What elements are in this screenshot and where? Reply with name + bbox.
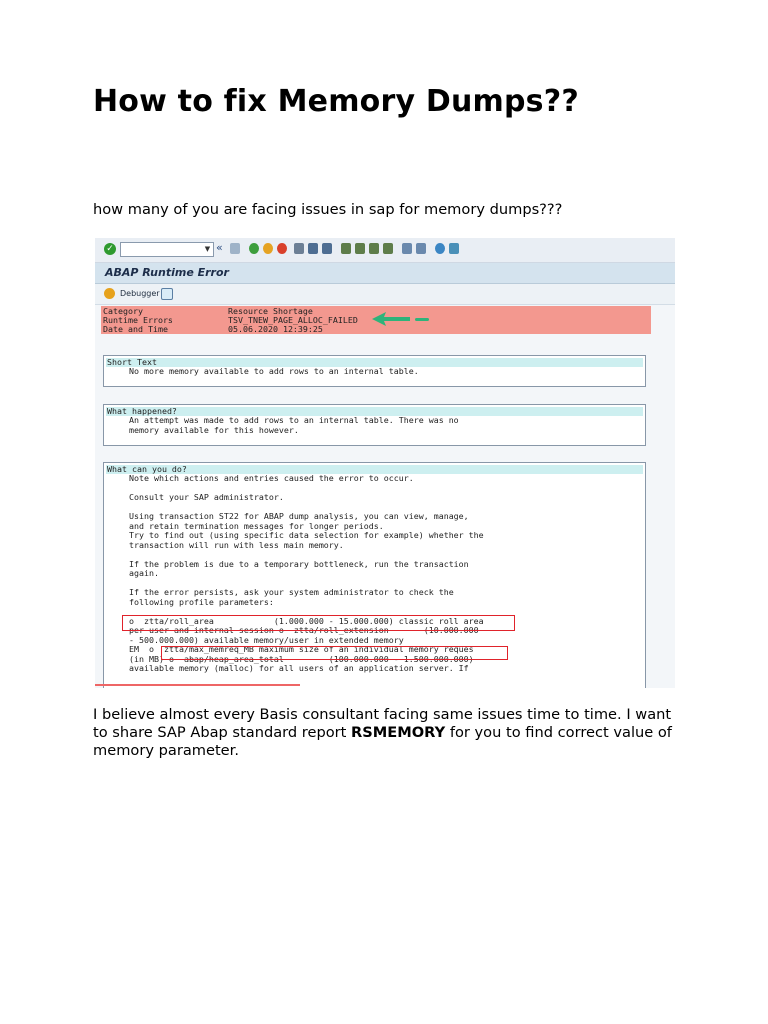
dump-text-line: Try to find out (using specific data selection for example) whether the [129, 530, 484, 540]
red-underline [95, 684, 300, 686]
dump-text-line: - 500.000.000) available memory/user in extended memory [129, 634, 404, 645]
header-row-value: Resource Shortage [228, 306, 313, 316]
command-field-dropdown-icon[interactable]: ▼ [204, 245, 211, 253]
debugger-button[interactable]: Debugger [120, 289, 160, 298]
dump-text-line: If the problem is due to a temporary bottleneck, run the transaction [129, 558, 469, 569]
dump-text-line: again. [129, 568, 159, 578]
debugger-icon[interactable] [104, 288, 115, 299]
what-happened-box [103, 404, 646, 446]
print-icon[interactable] [294, 243, 304, 254]
find-next-icon[interactable] [322, 243, 332, 254]
dump-text-line: following profile parameters: [129, 596, 274, 607]
box-heading-label: Short Text [107, 357, 157, 367]
dump-text-line: Consult your SAP administrator. [129, 492, 284, 502]
header-row-value: TSV_TNEW_PAGE_ALLOC_FAILED [228, 315, 358, 325]
next-page-icon[interactable] [369, 243, 379, 254]
short-text-box [103, 355, 646, 387]
help-icon[interactable] [435, 243, 445, 254]
header-row-label: Runtime Errors [103, 315, 173, 325]
first-page-icon[interactable] [341, 243, 351, 254]
dump-text-line: An attempt was made to add rows to an internal table. There was no [129, 415, 459, 425]
intro-paragraph: how many of you are facing issues in sap for memory dumps??? [93, 201, 563, 218]
application-toolbar [95, 284, 675, 305]
refresh-icon[interactable] [161, 288, 173, 300]
command-field[interactable] [120, 242, 214, 257]
closing-text-end: for you to find correct value of memory parameter. [93, 724, 672, 759]
header-row-label: Category [103, 306, 143, 316]
box-heading-label: What happened? [107, 406, 177, 416]
dump-text-line: o ztta/roll_area (1.000.000 - 15.000.000) classic roll area [129, 615, 484, 626]
dump-text-line: No more memory available to add rows to an internal table. [129, 366, 419, 376]
back-arrow-icon[interactable]: « [216, 241, 223, 254]
header-row-value: 05.06.2020 12:39:25 [228, 324, 323, 334]
enter-check-icon[interactable]: ✓ [104, 243, 116, 255]
dump-text-line: available memory (malloc) for all users of an application server. If [129, 663, 469, 673]
report-name: RSMEMORY [351, 724, 446, 741]
dump-text-line: per user and internal session o ztta/roll_extension (10.000.000 [129, 625, 479, 635]
sap-system-toolbar [95, 238, 675, 263]
dump-text-line: Note which actions and entries caused the error to occur. [129, 473, 414, 483]
new-session-icon[interactable] [402, 243, 412, 254]
dump-text-line: If the error persists, ask your system administrator to check the [129, 587, 454, 597]
sap-runtime-error-screenshot [95, 238, 675, 688]
dump-text-line: and retain termination messages for longer periods. [129, 520, 384, 531]
previous-page-icon[interactable] [355, 243, 365, 254]
exit-icon[interactable] [263, 243, 273, 254]
dump-text-line: Using transaction ST22 for ABAP dump analysis, you can view, manage, [129, 511, 469, 521]
dump-text-line: EM o ztta/max_memreq_MB maximum size of an individual memory reques [129, 644, 474, 654]
dump-text-line: (in MB) o abap/heap_area_total (100.000.000 - 1.500.000.000) [129, 653, 474, 664]
last-page-icon[interactable] [383, 243, 393, 254]
dump-text-line: memory available for this however. [129, 424, 299, 435]
max-memreq-highlight [161, 646, 508, 660]
header-row-label: Date and Time [103, 324, 168, 334]
window-title: ABAP Runtime Error [105, 266, 229, 279]
back-icon[interactable] [249, 243, 259, 254]
window-title-bar [95, 263, 675, 284]
box-heading-label: What can you do? [107, 464, 187, 474]
layout-icon[interactable] [449, 243, 459, 254]
green-arrow-icon [370, 311, 432, 327]
dump-text-line: transaction will run with less main memory. [129, 539, 344, 550]
page-title: How to fix Memory Dumps?? [93, 84, 579, 119]
cancel-icon[interactable] [277, 243, 287, 254]
roll-area-highlight [122, 615, 515, 631]
closing-paragraph [93, 706, 683, 760]
save-icon[interactable] [230, 243, 240, 254]
closing-text: I believe almost every Basis consultant facing same issues time to time. I want to share SAP Abap standard report [93, 706, 672, 741]
find-icon[interactable] [308, 243, 318, 254]
shortcut-icon[interactable] [416, 243, 426, 254]
